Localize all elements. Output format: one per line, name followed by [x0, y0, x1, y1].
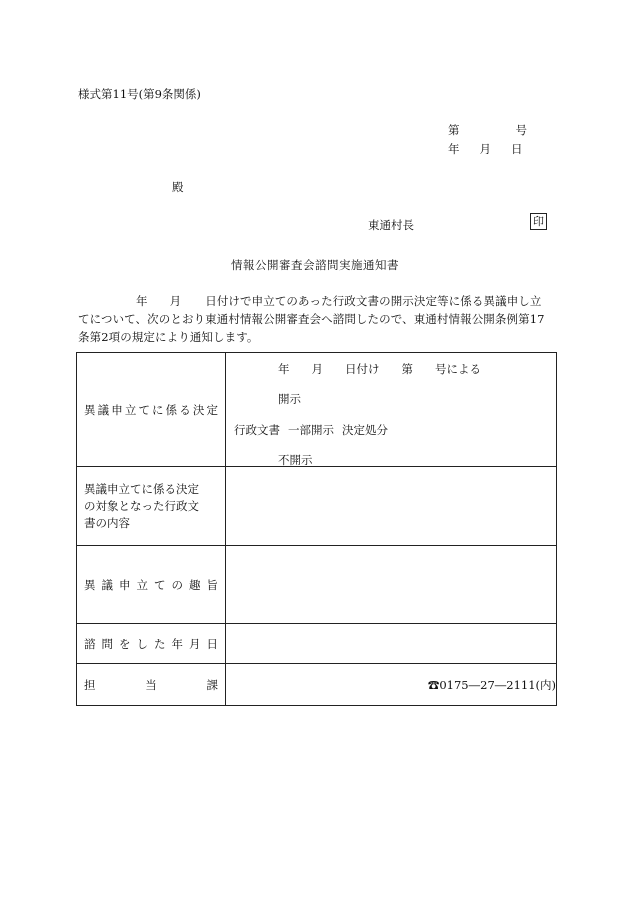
- label-char: に: [152, 402, 164, 417]
- label-char: 定: [206, 402, 218, 417]
- details-table: [76, 352, 557, 706]
- objection-purpose-cell: [226, 546, 557, 624]
- decision-date-line: [278, 361, 481, 377]
- decision-disposition-label: 決定処分: [342, 423, 388, 437]
- label-char: 立: [124, 402, 137, 417]
- issue-year: 年: [448, 142, 460, 156]
- decision-month: 月: [311, 362, 323, 376]
- label-char: 申: [111, 402, 123, 417]
- label-char: 申: [119, 577, 131, 592]
- decision-day: 日付け: [345, 362, 380, 376]
- label-char: を: [119, 636, 131, 651]
- seal-mark: 印: [530, 213, 547, 230]
- row-inquiry-date: [77, 624, 557, 664]
- form-number-label: 様式第11号(第9条関係): [78, 87, 201, 101]
- label-char: 年: [171, 636, 183, 651]
- document-title: 情報公開審査会諮問実施通知書: [231, 258, 399, 272]
- row-document-content: [77, 467, 557, 546]
- document-number-line: [448, 122, 527, 138]
- number-suffix: 号: [515, 123, 527, 137]
- row-decision: [77, 353, 557, 467]
- label-char: て: [138, 402, 150, 417]
- body-month: 月: [169, 294, 182, 308]
- sender-name: 東通村長: [368, 218, 414, 232]
- label-char: た: [154, 636, 166, 651]
- option-partial-disclosure: 一部開示: [288, 423, 334, 437]
- label-char: 決: [192, 402, 205, 417]
- inquiry-date-cell: [226, 624, 557, 664]
- decision-no: 第: [401, 362, 413, 376]
- label-char: 議: [101, 577, 113, 592]
- body-line-2: てについて、次のとおり東通村情報公開審査会へ諮問したので、東通村情報公開条例第17: [78, 312, 545, 326]
- body-line-1: [78, 292, 558, 310]
- label-char: 月: [189, 636, 201, 651]
- body-line-3: 条第2項の規定により通知します。: [78, 330, 259, 344]
- admin-document-label: 行政文書: [234, 423, 280, 437]
- label-document-content: 異議申立てに係る決定の対象となった行政文書の内容: [77, 467, 226, 546]
- label-char: て: [154, 577, 166, 592]
- notice-body: [78, 292, 558, 346]
- label-char: 担: [84, 677, 96, 692]
- label-char: 当: [145, 677, 157, 692]
- body-line-1-text: 日付けで申立てのあった行政文書の開示決定等に係る異議申し立: [205, 294, 542, 308]
- label-char: 趣: [189, 577, 201, 592]
- label-char: 問: [101, 636, 113, 651]
- number-prefix: 第: [448, 123, 460, 137]
- label-objection-purpose: [77, 546, 226, 624]
- label-department: [77, 664, 226, 706]
- label-char: し: [136, 636, 148, 651]
- body-year: 年: [136, 294, 148, 308]
- label-char: 旨: [206, 577, 218, 592]
- decision-suffix: 号による: [435, 362, 481, 376]
- row-objection-purpose: [77, 546, 557, 624]
- document-content-cell: [226, 467, 557, 546]
- decision-type-line: [234, 422, 388, 438]
- option-non-disclosure: 不開示: [278, 453, 313, 467]
- label-char: 諮: [84, 636, 96, 651]
- label-char: 立: [136, 577, 148, 592]
- decision-year: 年: [278, 362, 290, 376]
- label-char: 課: [206, 677, 218, 692]
- decision-cell: [226, 353, 557, 467]
- label-char: の: [171, 577, 183, 592]
- issue-month: 月: [479, 142, 491, 156]
- option-disclosure: 開示: [278, 392, 301, 406]
- issue-date-line: [448, 141, 523, 157]
- department-phone: ☎0175―27―2111(内): [226, 664, 557, 706]
- issue-day: 日: [511, 142, 523, 156]
- label-inquiry-date: [77, 624, 226, 664]
- label-char: 議: [97, 402, 110, 417]
- label-char: 日: [206, 636, 218, 651]
- label-char: 異: [84, 577, 96, 592]
- row-department: [77, 664, 557, 706]
- addressee-honorific: 殿: [172, 180, 184, 194]
- label-char: る: [179, 402, 191, 417]
- label-char: 係: [165, 402, 178, 417]
- label-decision: [77, 353, 226, 467]
- label-char: 異: [84, 402, 96, 417]
